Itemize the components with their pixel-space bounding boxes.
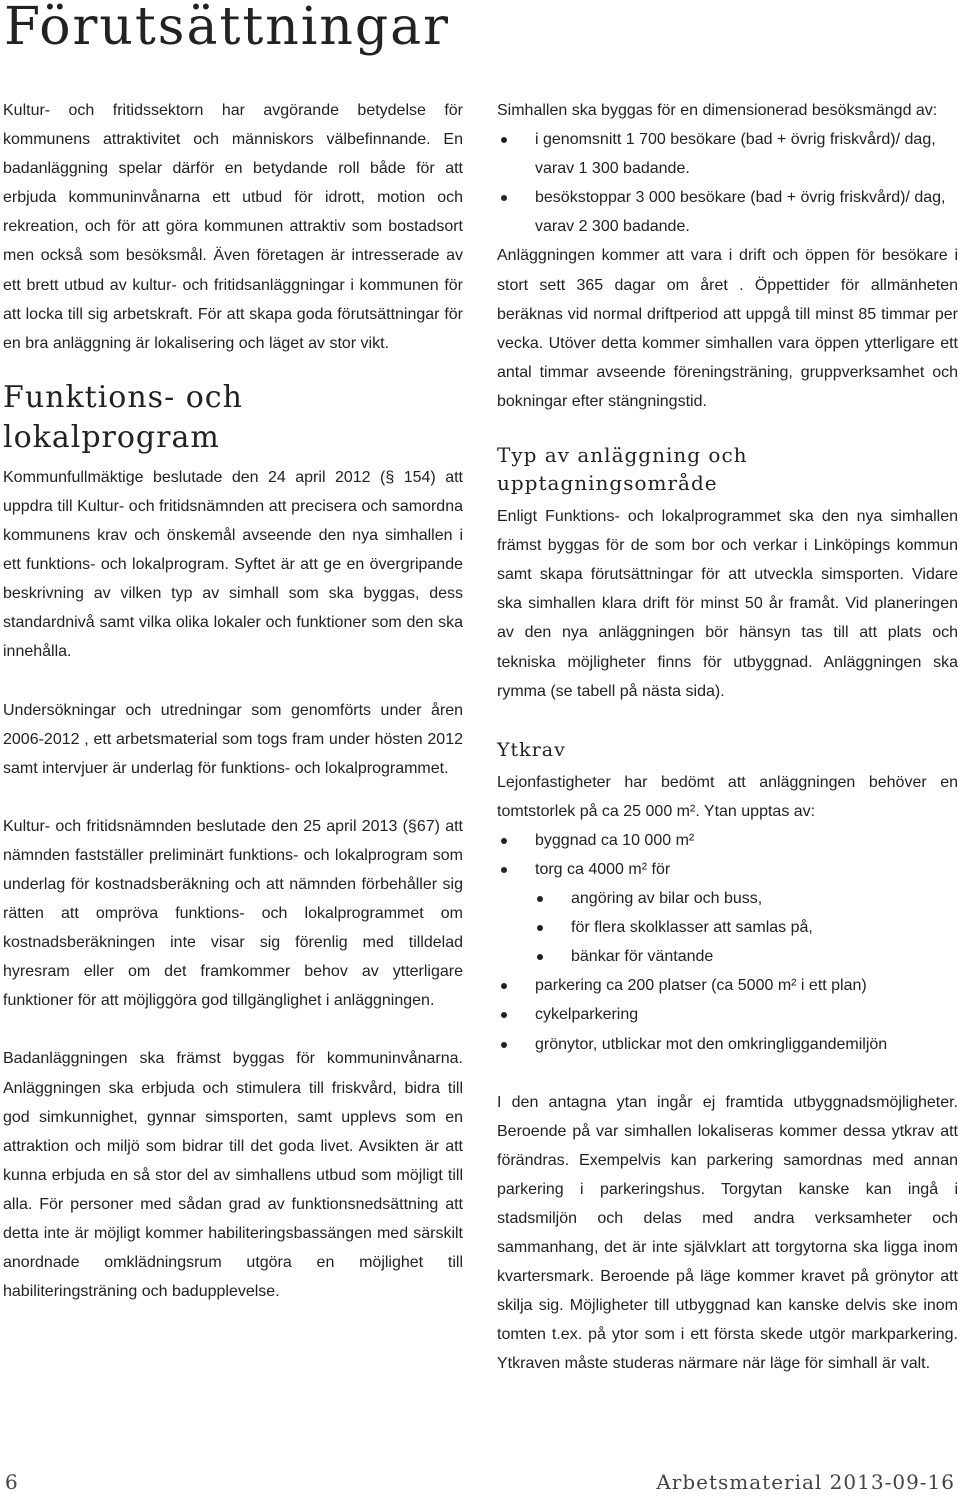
paragraph-decision-2013: Kultur- och fritidsnämnden beslutade den 25 april 2013 (§67) att nämnden fastställer preliminärt funktions- och lokalprogram som underlag för kostnadsberäkning och att nämnden förbehåller sig rätten att ompröva funktions- och lokalprogrammet om kostnadsberäkningen inte visar sig förenlig med tilldelad hyresram eller om det framkommer behov av ytterligare funktioner för att möjliggöra god tillgänglighet i anläggningen.	[3, 817, 463, 1010]
right-column	[497, 96, 958, 1379]
paragraph-investigations: Undersökningar och utredningar som genomförts under åren 2006-2012 , ett arbetsmaterial som togs fram under hösten 2012 samt intervjuer är underlag för funktions- och lokalprogrammet.	[3, 701, 463, 777]
left-column	[3, 96, 463, 1306]
paragraph-purpose: Badanläggningen ska främst byggas för kommuninvånarna. Anläggningen ska erbjuda och stimulera till friskvård, bidra till god simkunnighet, gynnar simsporten, samt upplevs som en attraktion och miljö som bidrar till det goda livet. Avsikten är att kunna erbjuda en så stor del av simhallens utbud som möjligt till alla. För personer med sådan grad av funktionsnedsättning att detta inte är möjligt kommer habiliteringsbassängen med särskilt anordnade omklädningsrum utgöra en möjlighet till habiliteringsträning och badupplevelse.	[3, 1050, 463, 1301]
list-item: i genomsnitt 1 700 besökare (bad + övrig friskvård)/ dag, varav 1 300 badande.	[497, 125, 958, 183]
bullet-icon	[537, 954, 543, 960]
sub-list-item: för flera skolklasser att samlas på,	[497, 913, 958, 942]
opening-hours-paragraph: Anläggningen kommer att vara i drift och öppen för besökare i stort sett 365 dagar om året . Öppettider för allmänheten beräknas vid normal driftperiod att uppgå till minst 85 timmar per vecka. Utöver detta kommer simhallen vara öppen ytterligare ett antal timmar avseende föreningsträning, gruppverksamhet och bokningar efter stängningstid.	[497, 247, 958, 410]
bullet-icon	[501, 195, 507, 201]
sub-list-item: angöring av bilar och buss,	[497, 884, 958, 913]
area-intro: Lejonfastigheter har bedömt att anläggningen behöver en tomtstorlek på ca 25 000 m². Ytan upptas av:	[497, 773, 958, 820]
square-sub-list	[497, 884, 958, 971]
bullet-icon	[501, 1012, 507, 1018]
list-item: byggnad ca 10 000 m²	[497, 826, 958, 855]
section-heading-area: Ytkrav	[497, 738, 566, 761]
list-item: grönytor, utblickar mot den omkringliggandemiljön	[497, 1030, 958, 1059]
bullet-icon	[501, 983, 507, 989]
list-item: torg ca 4000 m² för	[497, 855, 958, 884]
bullet-icon	[501, 867, 507, 873]
footer-label: Arbetsmaterial 2013-09-16	[656, 1470, 955, 1494]
bullet-icon	[501, 1042, 507, 1048]
list-item: parkering ca 200 platser (ca 5000 m² i ett plan)	[497, 971, 958, 1000]
final-paragraph: I den antagna ytan ingår ej framtida utbyggnadsmöjligheter. Beroende på var simhallen lokaliseras kommer dessa ytkrav att förändras. Exempelvis kan parkering samordnas med annan parkering i parkeringshus. Torgytan kanske kan ingå i stadsmiljön och delas med andra verksamheter och sammanhang, det är inte självklart att torgytorna ska ligga inom kvartersmark. Beroende på läge kommer kravet på grönytor att skilja sig. Möjligheter till utbyggnad kan kanske delvis ske inom tomten t.ex. på ytor som i ett första skede utgör markparkering. Ytkraven måste studeras närmare när läge för simhall är valt.	[497, 1093, 958, 1373]
bullet-icon	[537, 925, 543, 931]
visitors-intro: Simhallen ska byggas för en dimensionerad besöksmängd av:	[497, 102, 938, 119]
sub-list-wrapper	[497, 884, 958, 971]
visitor-list	[497, 125, 958, 241]
intro-paragraph: Kultur- och fritidssektorn har avgörande betydelse för kommunens attraktivitet och människors välbefinnande. En badanläggning spelar därför en betydande roll både för att erbjuda kommuninvånarna ett utbud för idrott, motion och rekreation, och för att göra kommunen attraktiv som bostadsort men också som besöksmål. Även företagen är intresserade av ett brett utbud av kultur- och fritidsanläggningar i kommunen för att locka till sig arbetskraft. För att skapa goda förutsättningar för en bra anläggning är lokalisering och läget av stor vikt.	[3, 102, 463, 352]
page-number: 6	[5, 1470, 18, 1494]
page-title: Förutsättningar	[4, 0, 451, 57]
bullet-icon	[537, 896, 543, 902]
area-list	[497, 826, 958, 1059]
list-item: besökstoppar 3 000 besökare (bad + övrig friskvård)/ dag, varav 2 300 badande.	[497, 183, 958, 241]
type-paragraph: Enligt Funktions- och lokalprogrammet ska den nya simhallen främst byggas för de som bor och verkar i Linköpings kommun samt skapa förutsättningar för att utveckla simsporten. Vidare ska simhallen klara drift för minst 50 år framåt. Vid planeringen av den nya anläggningen bör hänsyn tas till att plats och tekniska möjligheter finns för utbyggnad. Anläggningen ska rymma (se tabell på nästa sida).	[497, 508, 958, 700]
bullet-icon	[501, 838, 507, 844]
section-heading-program: Funktions- och lokalprogram	[3, 379, 243, 455]
list-item: cykelparkering	[497, 1000, 958, 1029]
section-heading-type: Typ av anläggning och upptagningsområde	[497, 443, 748, 496]
paragraph-decision-2012: Kommunfullmäktige beslutade den 24 april 2012 (§ 154) att uppdra till Kultur- och fritidsnämnden att precisera och samordna kommunens krav och önskemål avseende den nya simhallen i ett funktions- och lokalprogram. Syftet är att ge en övergripande beskrivning av vilken typ av simhall som ska byggas, dess standardnivå samt vilka olika lokaler och funktioner som den ska innehålla.	[3, 468, 463, 661]
bullet-icon	[501, 137, 507, 143]
sub-list-item: bänkar för väntande	[497, 942, 958, 971]
